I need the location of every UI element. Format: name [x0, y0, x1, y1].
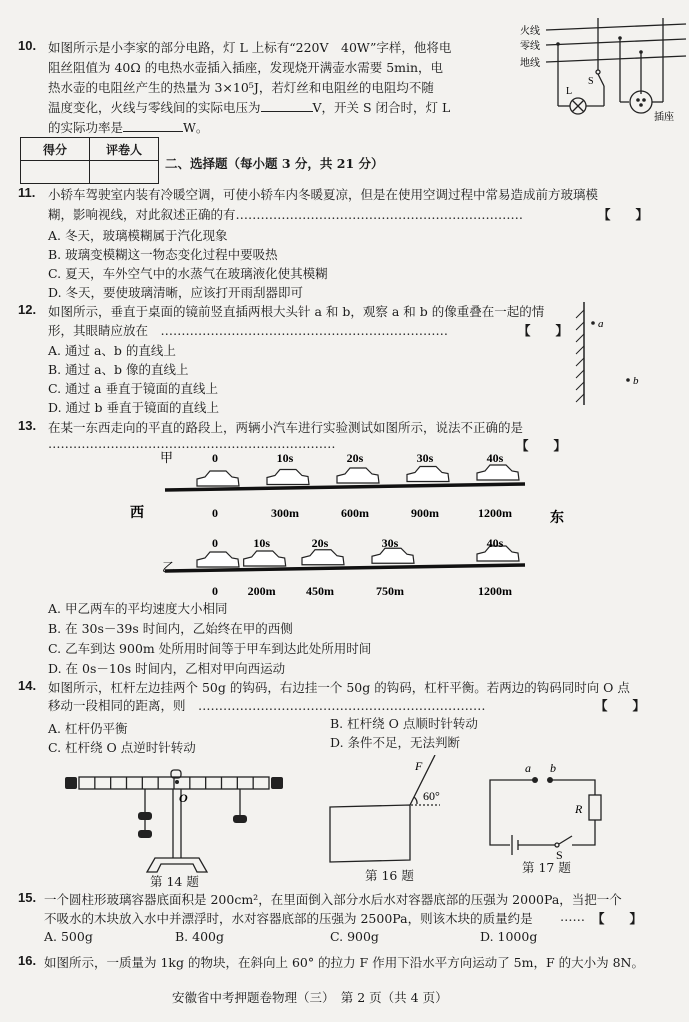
question-text: 一个圆柱形玻璃容器底面积是 200cm²，在里面倒入部分水后水对容器底部的压强为 2000Pa，当把一个 [44, 892, 622, 907]
time-label: 30s [416, 451, 434, 465]
page-number: 第 2 页（共 4 页） [340, 990, 448, 1005]
figure-16-caption: 第 16 题 [365, 868, 414, 883]
section-heading: 二、选择题（每小题 3 分，共 21 分） [165, 156, 384, 171]
question-text: 小轿车驾驶室内装有冷暖空调，可使小轿车内冬暖夏凉，但是在使用空调过程中常易造成前方玻璃模 [48, 187, 599, 202]
question-text: 的实际功率是 W。 [48, 120, 209, 135]
car-icon [337, 468, 379, 483]
question-text: 在某一东西走向的平直的路段上，两辆小汽车进行实验测试如图所示，说法不正确的是 [48, 420, 524, 435]
question-text: 不吸水的木块放入水中并漂浮时，水对容器底部的压强为 2500Pa，则该木块的质量约是 [44, 911, 533, 926]
angle-label: 60° [423, 789, 440, 803]
car-jia-label: 甲 [160, 450, 174, 465]
question-number: 14. [18, 678, 37, 693]
option-d: D. 条件不足，无法判断 [330, 735, 461, 750]
question-text: 温度变化，火线与零线间的实际电压为 V，开关 S 闭合时，灯 L [48, 100, 451, 115]
question-number: 15. [18, 890, 37, 905]
terminal-a-label: a [525, 761, 531, 775]
answer-blank[interactable] [261, 101, 313, 112]
switch-label: S [556, 848, 563, 860]
option-a: A. 500g [44, 929, 93, 944]
time-label: 30s [381, 536, 399, 550]
position-label: 200m [247, 584, 276, 597]
car-icon [477, 465, 519, 480]
position-label: 0 [212, 506, 218, 520]
answer-bracket[interactable]: 【 】 [516, 438, 567, 453]
option-c: C. 乙车到达 900m 处所用时间等于甲车到达此处所用时间 [48, 641, 372, 656]
switch-label: S [588, 76, 594, 87]
socket-label: 插座 [654, 112, 674, 123]
option-b: B. 玻璃变模糊这一物态变化过程中要吸热 [48, 247, 278, 262]
lever-figure [55, 760, 295, 880]
car-icon [197, 552, 239, 567]
question-text: 如图所示，垂直于桌面的镜前竖直插两根大头针 a 和 b，观察 a 和 b 的像重叠在一起的情 [48, 304, 545, 319]
leader-dots: …………………………………………………………… [48, 436, 336, 451]
option-c: C. 900g [330, 929, 379, 944]
question-text: 糊，影响视线，对此叙述正确的有…………………………………………………………… [48, 207, 524, 222]
live-wire-label: 火线 [520, 26, 540, 37]
pin-a-label: a [598, 318, 604, 330]
question-text: 如图所示是小李家的部分电路，灯 L 上标有“220V 40W”字样，他将电 [48, 40, 452, 55]
option-c: C. 杠杆绕 O 点逆时针转动 [48, 740, 196, 755]
time-label: 0 [212, 536, 218, 550]
option-d: D. 1000g [480, 929, 538, 944]
west-label: 西 [130, 506, 144, 521]
neutral-wire-label: 零线 [520, 41, 540, 52]
resistor-label: R [575, 802, 583, 816]
car-icon [302, 550, 344, 565]
option-b: B. 杠杆绕 O 点顺时针转动 [330, 716, 478, 731]
score-cell[interactable] [21, 161, 90, 184]
household-circuit-diagram [518, 18, 688, 123]
car-icon [407, 467, 449, 482]
answer-bracket[interactable]: 【 】 [595, 698, 646, 713]
option-a: A. 甲乙两车的平均速度大小相同 [48, 601, 228, 616]
force-label: F [415, 759, 423, 773]
option-a: A. 通过 a、b 的直线上 [48, 343, 176, 358]
time-label: 10s [253, 536, 271, 550]
mirror-diagram [570, 300, 650, 410]
question-number: 16. [18, 953, 37, 968]
lamp-label: L [566, 86, 573, 97]
position-label: 600m [341, 506, 369, 520]
time-label: 10s [276, 451, 294, 465]
position-label: 750m [376, 584, 404, 597]
option-a: A. 杠杆仍平衡 [48, 721, 128, 736]
grader-cell[interactable] [90, 161, 159, 184]
position-label: 300m [271, 506, 299, 520]
answer-bracket[interactable]: 【 】 [518, 323, 569, 338]
answer-bracket[interactable]: 【 】 [598, 207, 649, 222]
car-yi-label: 乙 [162, 560, 176, 575]
time-label: 20s [346, 451, 364, 465]
east-label: 东 [550, 511, 564, 526]
answer-blank[interactable] [123, 121, 183, 132]
option-c: C. 夏天，车外空气中的水蒸气在玻璃液化使其模糊 [48, 266, 328, 281]
position-label: 1200m [478, 506, 512, 520]
position-label: 450m [306, 584, 334, 597]
question-text: 移动一段相同的距离，则 …………………………………………………………… [48, 698, 486, 713]
option-b: B. 通过 a、b 像的直线上 [48, 362, 189, 377]
exam-title: 安徽省中考押题卷物理（三） [172, 990, 329, 1005]
pin-b-label: b [633, 375, 639, 387]
leader-dots: …… [560, 909, 585, 924]
question-number: 11. [18, 185, 36, 200]
grader-header: 评卷人 [90, 138, 159, 161]
position-label: 900m [411, 506, 439, 520]
option-c: C. 通过 a 垂直于镜面的直线上 [48, 381, 218, 396]
terminal-b-label: b [550, 761, 556, 775]
question-number: 12. [18, 302, 37, 317]
time-label: 40s [486, 451, 504, 465]
car-icon [244, 551, 286, 566]
score-table [20, 137, 159, 184]
time-label: 20s [311, 536, 329, 550]
figure-17-caption: 第 17 题 [522, 860, 571, 875]
option-a: A. 冬天，玻璃模糊属于汽化现象 [48, 228, 228, 243]
car-motion-diagram [120, 447, 590, 597]
page-footer [172, 988, 448, 1006]
car-icon [267, 470, 309, 485]
option-d: D. 通过 b 垂直于镜面的直线上 [48, 400, 219, 415]
question-text: 热水壶的电阻丝产生的热量为 3×10⁵J，若灯丝和电阻丝的电阻均不随 [48, 80, 434, 95]
pivot-label: O [179, 791, 188, 805]
answer-bracket[interactable]: 【 】 [592, 911, 643, 926]
option-d: D. 冬天，要使玻璃清晰，应该打开雨刮器即可 [48, 285, 304, 300]
question-text: 阻丝阻值为 40Ω 的电热水壶插入插座，发现烧开满壶水需要 5min，电 [48, 60, 444, 75]
question-text: 如图所示，一质量为 1kg 的物块，在斜向上 60° 的拉力 F 作用下沿水平方向运动了 5m，F 的大小为 8N。 [44, 955, 644, 970]
block-force-figure [325, 755, 455, 865]
option-d: D. 在 0s－10s 时间内，乙相对甲向西运动 [48, 661, 286, 676]
score-header: 得分 [21, 138, 90, 161]
circuit-figure [480, 760, 620, 860]
option-b: B. 在 30s－39s 时间内，乙始终在甲的西侧 [48, 621, 293, 636]
car-icon [197, 471, 239, 486]
time-label: 40s [486, 536, 504, 550]
question-text: 形，其眼睛应放在 …………………………………………………………… [48, 323, 449, 338]
figure-14-caption: 第 14 题 [150, 874, 199, 889]
car-icon [372, 548, 414, 563]
position-label: 1200m [478, 584, 512, 597]
question-number: 13. [18, 418, 37, 433]
position-label: 0 [212, 584, 218, 597]
question-number: 10. [18, 38, 37, 53]
time-label: 0 [212, 451, 218, 465]
question-text: 如图所示，杠杆左边挂两个 50g 的钩码，右边挂一个 50g 的钩码，杠杆平衡。若两边的钩码同时向 O 点 [48, 680, 630, 695]
option-b: B. 400g [175, 929, 224, 944]
ground-wire-label: 地线 [520, 58, 540, 69]
